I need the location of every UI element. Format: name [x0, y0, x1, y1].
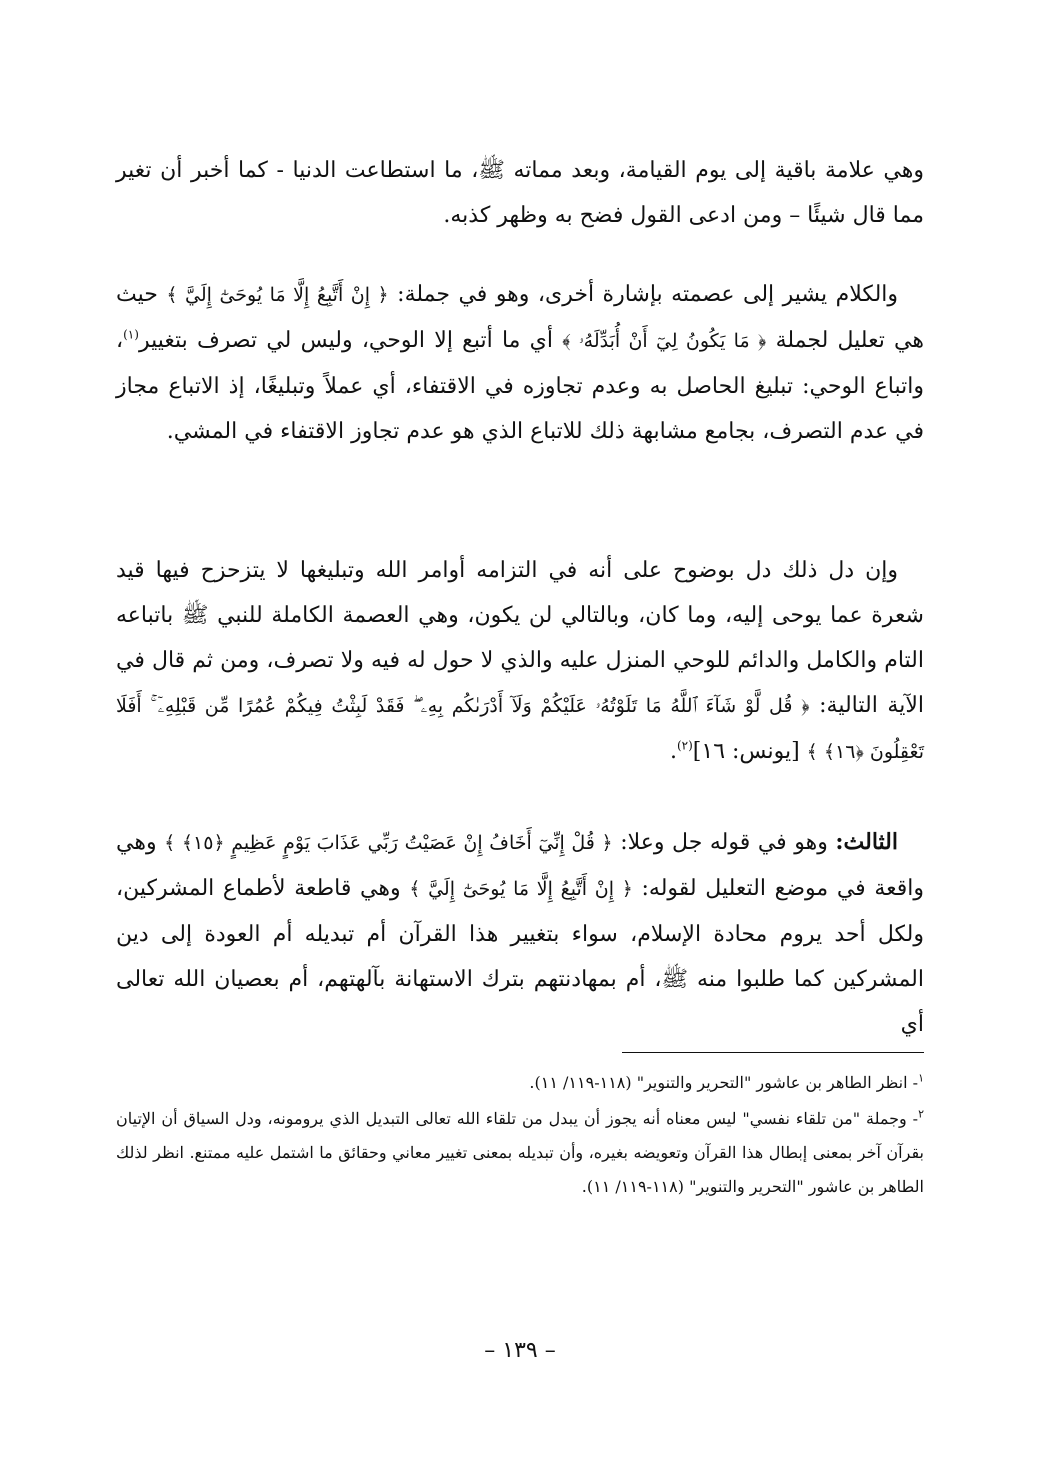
paragraph-2-text-3: أي ما أتبع إلا الوحي، وليس لي تصرف بتغيير [138, 328, 563, 353]
paragraph-2-text-1: والكلام يشير إلى عصمته بإشارة أخرى، وهو في جملة: [388, 282, 899, 307]
footnote-reference-2[interactable]: (٢) [676, 738, 693, 753]
page-number: – ١٣٩ – [484, 1338, 556, 1363]
paragraph-1-text: وهي علامة باقية إلى يوم القيامة، وبعد مماته ﷺ، ما استطاعت الدنيا - كما أخبر أن تغير مما قال شيئًا – ومن ادعى القول فضح به وظهر كذبه. [116, 158, 924, 228]
paragraph-2 [116, 272, 924, 454]
paragraph-3-text-1: وإن دل ذلك دل بوضوح على أنه في التزامه أوامر الله وتبليغها لا يتزحزح فيها قيد شعرة عما يوحى إليه، وما كان، وبالتالي لن يكون، وهي العصمة الكاملة للنبي ﷺ باتباعه التام والكامل والدائم للوحي المنزل عليه والذي لا حول له فيه ولا تصرف، ومن ثم قال في الآية التالية: [116, 558, 924, 718]
quran-verse: ﴿ قُلْ إِنِّيٓ أَخَافُ إِنْ عَصَيْتُ رَبِّي عَذَابَ يَوْمٍ عَظِيمٍ ﴿١٥﴾ ﴾ [164, 832, 613, 854]
footnote-separator [622, 1052, 924, 1053]
footnote-number: ١ [918, 1071, 924, 1085]
paragraph-2-text-4: ، واتباع الوحي: تبليغ الحاصل به وعدم تجاوزه في الاقتفاء، أي عملاً وتبليغًا، إذ الاتباع مجاز في عدم التصرف، بجامع مشابهة ذلك للاتباع الذي هو عدم تجاوز الاقتفاء في المشي. [116, 328, 924, 444]
paragraph-3-text-3: . [669, 739, 677, 764]
paragraph-1 [116, 148, 924, 238]
quran-verse: ﴿ مَا يَكُونُ لِيٓ أَنْ أُبَدِّلَهُۥ ﴾ [562, 330, 767, 352]
footnote-number: ٢ [918, 1107, 924, 1121]
paragraph-2-text-2: حيث هي تعليل لجملة [116, 282, 924, 353]
footnote-2 [116, 1102, 924, 1204]
paragraph-3 [116, 548, 924, 775]
footnote-1 [116, 1066, 924, 1100]
quran-verse: ﴿ إِنْ أَتَّبِعُ إِلَّا مَا يُوحَىٰٓ إِلَيَّ ﴾ [409, 878, 633, 900]
footnote-text: - انظر الطاهر بن عاشور "التحرير والتنوير" (١١٨-١١٩/ ١١). [529, 1073, 919, 1092]
section-lead: الثالث: [835, 829, 898, 855]
paragraph-4 [116, 820, 924, 1047]
quran-verse: ﴿ إِنْ أَتَّبِعُ إِلَّا مَا يُوحَىٰٓ إِلَيَّ ﴾ [166, 284, 389, 306]
paragraph-4-text-2: وهي واقعة في موضع التعليل لقوله: [116, 830, 924, 901]
footnote-reference-1[interactable]: (١) [123, 327, 139, 342]
quran-verse: ﴿ قُل لَّوْ شَآءَ ٱللَّهُ مَا تَلَوْتُهُۥ عَلَيْكُمْ وَلَآ أَدْرَىٰكُم بِهِۦ ۖ فَقَدْ لَبِثْتُ فِيكُمْ عُمُرًا مِّن قَبْلِهِۦٓ ۚ أَفَلَا تَعْقِلُونَ ﴿١٦﴾ ﴾ [116, 695, 924, 763]
footnote-text: - وجملة "من تلقاء نفسي" ليس معناه أنه يجوز أن يبدل من تلقاء الله تعالى التبديل الذي يرومونه، ودل السياق أن الإتيان بقرآن آخر بمعنى إبطال هذا القرآن وتعويضه بغيره، وأن تبديله بمعنى تغيير معاني وحقائق ما اشتمل عليه ممتنع. انظر لذلك الطاهر بن عاشور "التحرير والتنوير" (١١٨-١١٩/ ١١). [116, 1109, 925, 1196]
paragraph-4-text-1: وهو في قوله جل وعلا: [612, 830, 836, 855]
paragraph-4-text-3: وهي قاطعة لأطماع المشركين، ولكل أحد يروم محادة الإسلام، سواء بتغيير هذا القرآن أم تبديله أم العودة إلى دين المشركين كما طلبوا منه ﷺ، أم بمهادنتهم بترك الاستهانة بآلهتهم، أم بعصيان الله تعالى أي [116, 876, 924, 1037]
surah-citation: [يونس: ١٦] [692, 739, 807, 764]
footnotes [116, 1066, 924, 1206]
